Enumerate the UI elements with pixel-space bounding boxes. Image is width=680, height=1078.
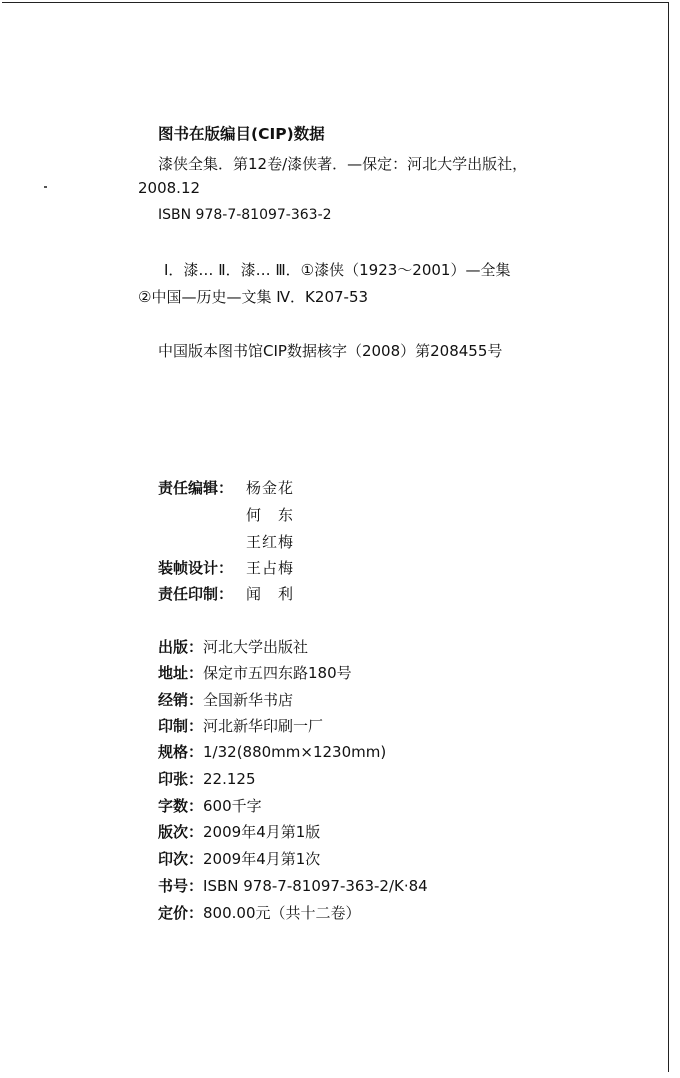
pub-row-sheets xyxy=(158,769,256,789)
credit-value-editor-2: 何 东 xyxy=(246,506,295,524)
pub-value: 800.00元（共十二卷） xyxy=(203,904,361,922)
pub-value: 保定市五四东路180号 xyxy=(203,664,352,682)
scan-speck xyxy=(44,186,47,188)
cip-isbn: ISBN 978-7-81097-363-2 xyxy=(158,207,332,223)
credit-value-printing: 闻 利 xyxy=(246,585,295,603)
pub-label: 经销： xyxy=(158,691,204,709)
cip-classification-line-2: ②中国—历史—文集 Ⅳ．K207-53 xyxy=(138,288,369,306)
pub-row-printer xyxy=(158,716,323,736)
pub-label: 版次： xyxy=(158,823,204,841)
pub-value: 河北新华印刷一厂 xyxy=(203,717,324,735)
pub-label: 字数： xyxy=(158,797,204,815)
pub-row-distributor xyxy=(158,690,293,710)
credit-value-editor-1: 杨金花 xyxy=(246,479,295,497)
pub-row-address xyxy=(158,663,352,683)
pub-label: 印制： xyxy=(158,717,204,735)
cip-classification-line-1: Ⅰ．漆… Ⅱ．漆… Ⅲ．①漆侠（1923～2001）—全集 xyxy=(164,261,511,279)
pub-value: ISBN 978-7-81097-363-2/K·84 xyxy=(203,877,428,895)
pub-label: 地址： xyxy=(158,664,204,682)
credit-label-designer: 装帧设计： xyxy=(158,559,234,577)
pub-row-impression xyxy=(158,849,320,869)
pub-row-price xyxy=(158,903,361,923)
pub-row-book-number xyxy=(158,876,428,896)
pub-value: 全国新华书店 xyxy=(203,691,294,709)
pub-label: 定价： xyxy=(158,904,204,922)
credit-label-editor: 责任编辑： xyxy=(158,479,234,497)
pub-value: 2009年4月第1版 xyxy=(203,823,321,841)
pub-row-word-count xyxy=(158,796,262,816)
pub-value: 2009年4月第1次 xyxy=(203,850,321,868)
pub-label: 书号： xyxy=(158,877,204,895)
pub-value: 22.125 xyxy=(203,770,256,788)
pub-label: 规格： xyxy=(158,743,204,761)
pub-row-edition xyxy=(158,822,320,842)
pub-label: 印张： xyxy=(158,770,204,788)
cip-record-line-1: 漆侠全集．第12卷/漆侠著．—保定：河北大学出版社， xyxy=(158,155,528,173)
cip-record-line-2: 2008.12 xyxy=(138,179,201,197)
cip-verification-number: 中国版本图书馆CIP数据核字（2008）第208455号 xyxy=(158,342,503,360)
pub-label: 印次： xyxy=(158,850,204,868)
pub-row-publisher xyxy=(158,637,308,657)
pub-label: 出版： xyxy=(158,638,204,656)
credit-value-editor-3: 王红梅 xyxy=(246,533,295,551)
pub-value: 600千字 xyxy=(203,797,262,815)
cip-title: 图书在版编目(CIP)数据 xyxy=(158,125,325,143)
pub-row-format xyxy=(158,742,386,762)
pub-value: 1/32(880mm×1230mm) xyxy=(203,743,387,761)
credit-label-printing: 责任印制： xyxy=(158,585,234,603)
credit-value-designer: 王占梅 xyxy=(246,559,295,577)
pub-value: 河北大学出版社 xyxy=(203,638,309,656)
